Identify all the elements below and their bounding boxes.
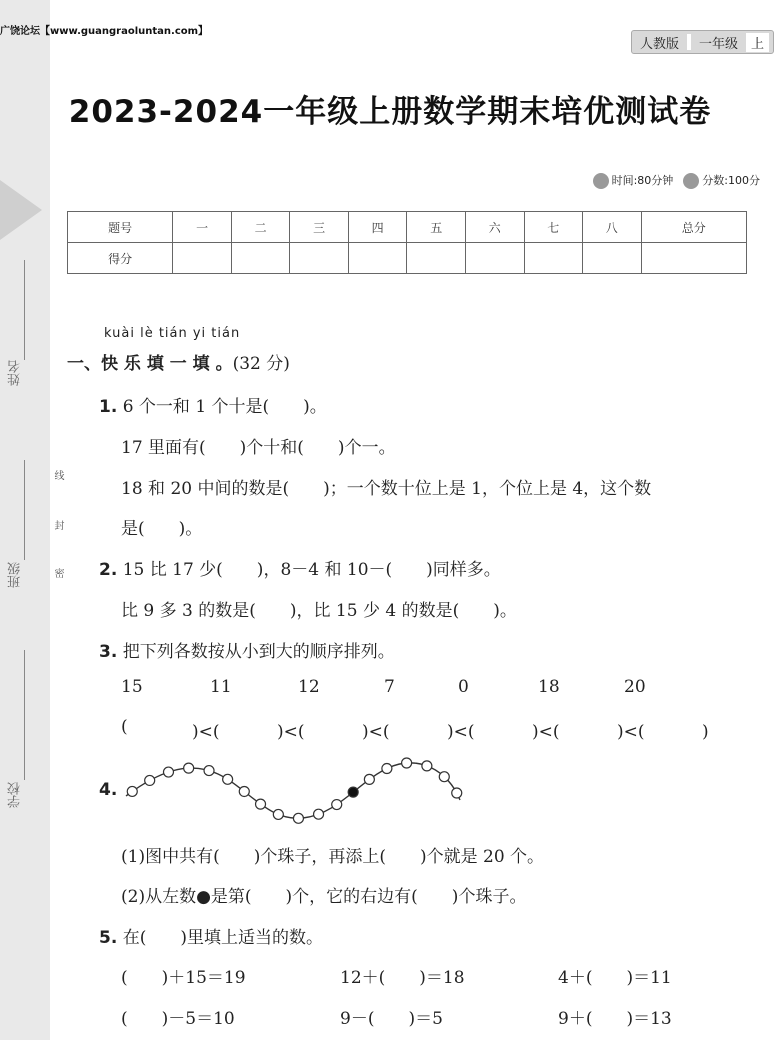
term-label: 上 xyxy=(746,33,769,52)
bead xyxy=(204,766,214,776)
bead-filled xyxy=(348,787,358,797)
score-cell[interactable] xyxy=(583,243,642,274)
question-1-line-1 xyxy=(99,392,327,417)
bead xyxy=(364,774,374,784)
bead xyxy=(402,758,412,768)
seal-mark-secret: 密 xyxy=(52,568,63,578)
score-cell[interactable] xyxy=(290,243,349,274)
question-number: 3. xyxy=(99,642,118,662)
bead xyxy=(127,786,137,796)
q3-number: 20 xyxy=(624,677,646,697)
score-cell[interactable] xyxy=(465,243,524,274)
score-cell[interactable] xyxy=(641,243,746,274)
equation: 12＋( )＝18 xyxy=(340,968,465,988)
score-cell[interactable] xyxy=(231,243,290,274)
score-table-row xyxy=(68,243,747,274)
question-text: 15 比 17 少( )，8－4 和 10－( )同样多。 xyxy=(122,560,501,580)
question-number: 5. xyxy=(99,928,118,948)
score-cell[interactable] xyxy=(348,243,407,274)
bead xyxy=(273,809,283,819)
score-table-header xyxy=(68,212,747,243)
bead xyxy=(293,813,303,823)
clock-icon xyxy=(593,173,609,189)
equation: ( )＋15＝19 xyxy=(121,968,246,988)
school-label: 学校 xyxy=(8,782,23,808)
bead xyxy=(422,761,432,771)
question-4-line-1: (1)图中共有( )个珠子，再添上( )个就是 20 个。 xyxy=(121,847,545,867)
seal-mark-line: 线 xyxy=(52,470,63,480)
bead xyxy=(314,809,324,819)
margin-arrow xyxy=(0,180,42,240)
bead xyxy=(163,767,173,777)
order-blank: )<( xyxy=(260,722,305,742)
binding-margin xyxy=(0,0,50,1040)
q3-number: 18 xyxy=(538,677,560,697)
equation: 4＋( )＝11 xyxy=(558,968,672,988)
score-cell[interactable] xyxy=(407,243,466,274)
score-cell[interactable] xyxy=(173,243,232,274)
question-number: 1. xyxy=(99,397,118,417)
bead xyxy=(452,788,462,798)
name-label: 姓名 xyxy=(8,360,23,386)
question-number: 2. xyxy=(99,560,118,580)
question-2-line-1 xyxy=(99,555,501,580)
section-points: (32 分) xyxy=(232,354,290,374)
question-2-line-2: 比 9 多 3 的数是( )，比 15 少 4 的数是( )。 xyxy=(121,601,517,621)
question-text: 6 个一和 1 个十是( )。 xyxy=(122,397,327,417)
order-blank: ( xyxy=(121,717,128,737)
header-cell: 八 xyxy=(583,212,642,243)
header-cell: 总分 xyxy=(641,212,746,243)
edition-badge xyxy=(631,30,774,54)
question-1-line-3: 18 和 20 中间的数是( )；一个数十位上是 1，个位上是 4，这个数 xyxy=(121,479,652,499)
question-1-line-4: 是( )。 xyxy=(121,519,203,539)
class-label: 班级 xyxy=(8,562,23,588)
q3-number: 7 xyxy=(384,677,395,697)
publisher-label: 人教版 xyxy=(639,36,679,52)
equation: 9＋( )＝13 xyxy=(558,1009,672,1029)
order-blank: )<( xyxy=(430,722,475,742)
header-cell: 六 xyxy=(465,212,524,243)
bead xyxy=(439,772,449,782)
header-cell: 七 xyxy=(524,212,583,243)
class-line xyxy=(24,460,25,560)
question-5-line-1 xyxy=(99,923,323,948)
equation: 9－( )＝5 xyxy=(340,1009,443,1029)
time-info xyxy=(593,172,674,189)
q3-number: 15 xyxy=(121,677,143,697)
trophy-icon xyxy=(683,173,699,189)
section-title xyxy=(67,349,290,374)
question-4-line-2: (2)从左数●是第( )个，它的右边有( )个珠子。 xyxy=(121,887,527,907)
question-number: 4. xyxy=(99,780,118,800)
section-title-text: 一、快 乐 填 一 填 。 xyxy=(67,354,233,374)
order-blank: ) xyxy=(685,722,709,742)
bead xyxy=(332,800,342,810)
question-text: 把下列各数按从小到大的顺序排列。 xyxy=(122,642,395,662)
row-label: 得分 xyxy=(68,243,173,274)
question-4-number xyxy=(99,780,117,800)
question-text: 在( )里填上适当的数。 xyxy=(122,928,323,948)
section-pinyin: kuài lè tián yi tián xyxy=(104,326,241,341)
order-blank: )<( xyxy=(175,722,220,742)
exam-meta xyxy=(593,172,760,189)
bead xyxy=(145,775,155,785)
header-cell: 三 xyxy=(290,212,349,243)
grade-label: 一年级 xyxy=(698,36,738,52)
forum-watermark: 广饶论坛【www.guangraoluntan.com】 xyxy=(0,26,209,37)
q3-number: 12 xyxy=(298,677,320,697)
bead xyxy=(184,763,194,773)
equation: ( )－5＝10 xyxy=(121,1009,235,1029)
score-info xyxy=(683,172,760,189)
time-text: 时间:80分钟 xyxy=(611,174,674,187)
header-cell: 二 xyxy=(231,212,290,243)
header-cell: 题号 xyxy=(68,212,173,243)
header-cell: 四 xyxy=(348,212,407,243)
bead-string-figure xyxy=(118,752,468,832)
name-line xyxy=(24,260,25,360)
question-3-line-1 xyxy=(99,637,395,662)
bead xyxy=(382,764,392,774)
bead xyxy=(239,786,249,796)
order-blank: )<( xyxy=(515,722,560,742)
order-blank: )<( xyxy=(345,722,390,742)
q3-number: 11 xyxy=(210,677,232,697)
score-table xyxy=(67,211,747,274)
q3-number: 0 xyxy=(458,677,469,697)
bead xyxy=(223,774,233,784)
bead xyxy=(256,799,266,809)
header-cell: 五 xyxy=(407,212,466,243)
order-blank: )<( xyxy=(600,722,645,742)
seal-mark-seal: 封 xyxy=(52,520,63,530)
score-text: 分数:100分 xyxy=(702,174,760,187)
score-cell[interactable] xyxy=(524,243,583,274)
page-title: 2023-2024一年级上册数学期末培优测试卷 xyxy=(68,94,712,130)
school-line xyxy=(24,650,25,780)
header-cell: 一 xyxy=(173,212,232,243)
question-1-line-2: 17 里面有( )个十和( )个一。 xyxy=(121,438,396,458)
